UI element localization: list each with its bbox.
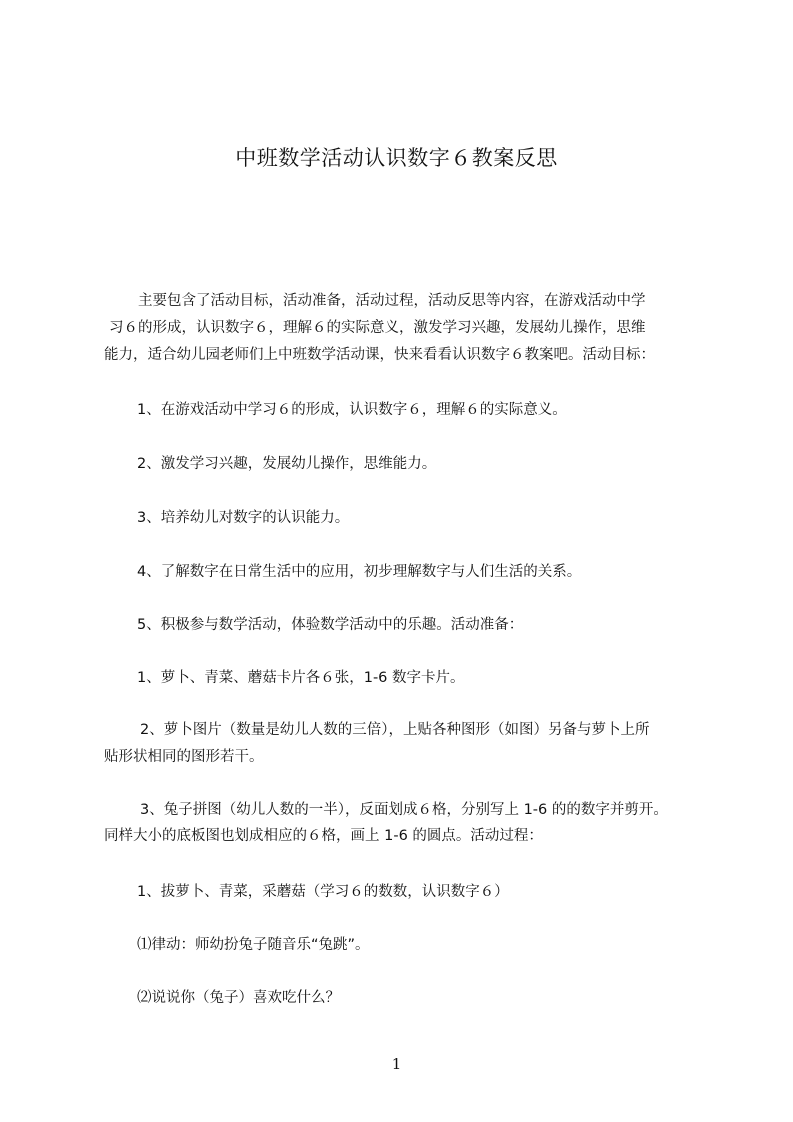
process-subitem-2: ⑵说说你（兔子）喜欢吃什么？ [137, 990, 340, 1006]
text-line: 2、萝卜图片（数量是幼儿人数的三倍），上贴各种图形（如图）另备与萝卜上所 [140, 722, 650, 738]
text-line: 能力，适合幼儿园老师们上中班数学活动课，快来看看认识数字６教案吧。活动目标： [104, 347, 655, 363]
process-subitem-1: ⑴律动：师幼扮兔子随音乐“兔跳”。 [137, 937, 370, 953]
goal-item-1: 1、在游戏活动中学习６的形成，认识数字６，理解６的实际意义。 [137, 402, 567, 418]
text-line: 贴形状相同的图形若干。 [104, 749, 264, 765]
text-line: 习６的形成，认识数字６，理解６的实际意义，激发学习兴趣，发展幼儿操作，思维 [109, 320, 646, 336]
goal-item-5: 5、积极参与数学活动，体验数学活动中的乐趣。活动准备： [137, 617, 524, 633]
page-number: 1 [391, 1055, 402, 1073]
goal-item-4: 4、了解数字在日常生活中的应用，初步理解数字与人们生活的关系。 [137, 564, 582, 580]
prep-item-1: 1、萝卜、青菜、蘑菇卡片各６张，1-6 数字卡片。 [137, 670, 465, 686]
document-title: 中班数学活动认识数字６教案反思 [235, 146, 558, 170]
goal-item-3: 3、培养幼儿对数字的认识能力。 [137, 510, 350, 526]
text-line: 同样大小的底板图也划成相应的６格，画上 1-6 的圆点。活动过程： [104, 828, 543, 844]
text-line: 3、兔子拼图（幼儿人数的一半），反面划成６格，分别写上 1-6 的的数字并剪开。 [140, 802, 668, 818]
text-line: 主要包含了活动目标，活动准备，活动过程，活动反思等内容，在游戏活动中学 [138, 293, 646, 309]
process-item-1: 1、拔萝卜、青菜，采蘑菇（学习６的数数，认识数字６） [137, 884, 509, 900]
goal-item-2: 2、激发学习兴趣，发展幼儿操作，思维能力。 [137, 456, 437, 472]
